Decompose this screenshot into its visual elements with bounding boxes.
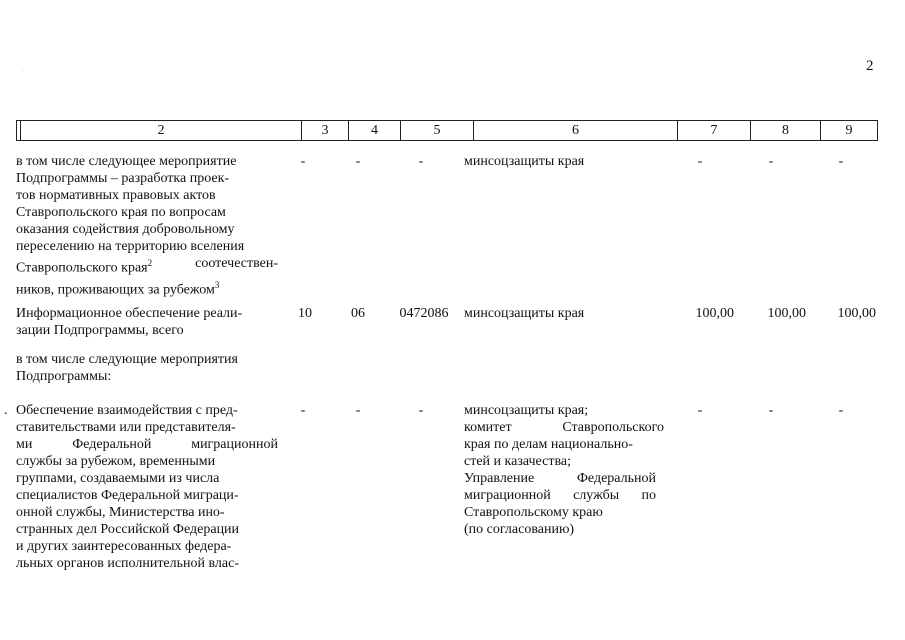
row1-line-split <box>16 255 278 277</box>
row4-col6-word: службы <box>573 488 620 503</box>
row4-col6-line-split <box>464 487 656 504</box>
row4-col6 <box>464 402 664 538</box>
row4-col6-word: Ставропольского <box>562 420 664 435</box>
footnote-3: 3 <box>214 279 220 290</box>
row4-col7: - <box>697 403 703 418</box>
row4-line: и других заинтересованных федера- <box>16 539 232 554</box>
row1-col5: - <box>418 154 424 169</box>
header-col-5: 5 <box>400 121 473 140</box>
header-col-6: 6 <box>473 121 677 140</box>
row4-line: службы за рубежом, временными <box>16 454 216 469</box>
scan-mark: · <box>22 68 24 74</box>
row4-col6-word: комитет <box>464 420 512 435</box>
row4-col9: - <box>838 403 844 418</box>
row4-col6-line: Ставропольскому краю <box>464 505 603 520</box>
row4-line: группами, создаваемыми из числа <box>16 471 220 486</box>
row1-line: в том числе следующее мероприятие <box>16 154 237 169</box>
header-col-7: 7 <box>677 121 750 140</box>
row1-col7: - <box>697 154 703 169</box>
row2-col8: 100,00 <box>767 306 806 321</box>
row1-line-part: Ставропольского края <box>16 260 148 276</box>
row1-col8: - <box>768 154 774 169</box>
row4-col6-word: Управление <box>464 471 535 486</box>
row4-col6-line: минсоцзащиты края; <box>464 403 589 418</box>
row4-line-part: миграционной <box>191 437 278 452</box>
header-col-3: 3 <box>301 121 348 140</box>
footnote-2: 2 <box>147 258 153 268</box>
row4-line-part: ми <box>16 437 33 452</box>
row2-col3: 10 <box>298 306 312 321</box>
row1-col6: минсоцзащиты края <box>464 154 585 169</box>
row1-line: Ставропольского края по вопросам <box>16 205 226 220</box>
row3-line: Подпрограммы: <box>16 369 112 384</box>
row2-col7: 100,00 <box>695 306 734 321</box>
row1-line: переселению на территорию вселения <box>16 239 245 254</box>
row4-line: ставительствами или представителя- <box>16 420 236 435</box>
row4-line: льных органов исполнительной влас- <box>16 556 240 571</box>
row4-col4: - <box>355 403 361 418</box>
row1-col9: - <box>838 154 844 169</box>
row4-col6-line: стей и казачества; <box>464 454 571 469</box>
row1-line: ников, проживающих за рубежом <box>16 282 215 298</box>
row1-line: тов нормативных правовых актов <box>16 188 216 203</box>
row2-col9: 100,00 <box>837 306 876 321</box>
row4-col6-word: по <box>641 488 656 503</box>
row1-description <box>16 153 278 298</box>
row4-line: онной службы, Министерства ино- <box>16 505 225 520</box>
row4-description <box>16 402 278 572</box>
row3-line: в том числе следующие мероприятия <box>16 352 238 367</box>
page-number: 2 <box>866 58 874 74</box>
table-header-row <box>16 120 878 141</box>
row2-line: зации Подпрограммы, всего <box>16 323 184 338</box>
header-left-border <box>16 121 17 140</box>
row4-col6-line-split <box>464 419 664 436</box>
row4-line-part: Федеральной <box>72 437 152 452</box>
row1-line-part: соотечествен- <box>195 256 278 271</box>
row4-col6-line: края по делам национально- <box>464 437 633 452</box>
header-col-9: 9 <box>820 121 878 140</box>
row4-col6-word: миграционной <box>464 488 551 503</box>
row2-col4: 06 <box>351 306 365 321</box>
row1-line: Подпрограммы – разработка проек- <box>16 171 230 186</box>
row4-col8: - <box>768 403 774 418</box>
row2-col5: 0472086 <box>399 306 449 321</box>
row1-line: оказания содействия добровольному <box>16 222 235 237</box>
row1-col4: - <box>355 154 361 169</box>
row2-line: Информационное обеспечение реали- <box>16 306 243 321</box>
row4-col5: - <box>418 403 424 418</box>
row2-description <box>16 305 278 339</box>
row4-bullet: . <box>4 403 8 418</box>
row4-col6-line-split <box>464 470 656 487</box>
row4-col6-line: (по согласованию) <box>464 522 575 537</box>
row3-description <box>16 351 278 385</box>
header-col-2: 2 <box>20 121 301 140</box>
row4-col6-word: Федеральной <box>576 471 656 486</box>
row4-line: специалистов Федеральной миграци- <box>16 488 239 503</box>
row4-line: Обеспечение взаимодействия с пред- <box>16 403 238 418</box>
row4-line: странных дел Российской Федерации <box>16 522 240 537</box>
header-col-8: 8 <box>750 121 820 140</box>
row1-col3: - <box>300 154 306 169</box>
header-col-4: 4 <box>348 121 400 140</box>
row4-col3: - <box>300 403 306 418</box>
row2-col6: минсоцзащиты края <box>464 306 585 321</box>
row4-line-spaced <box>16 436 278 453</box>
